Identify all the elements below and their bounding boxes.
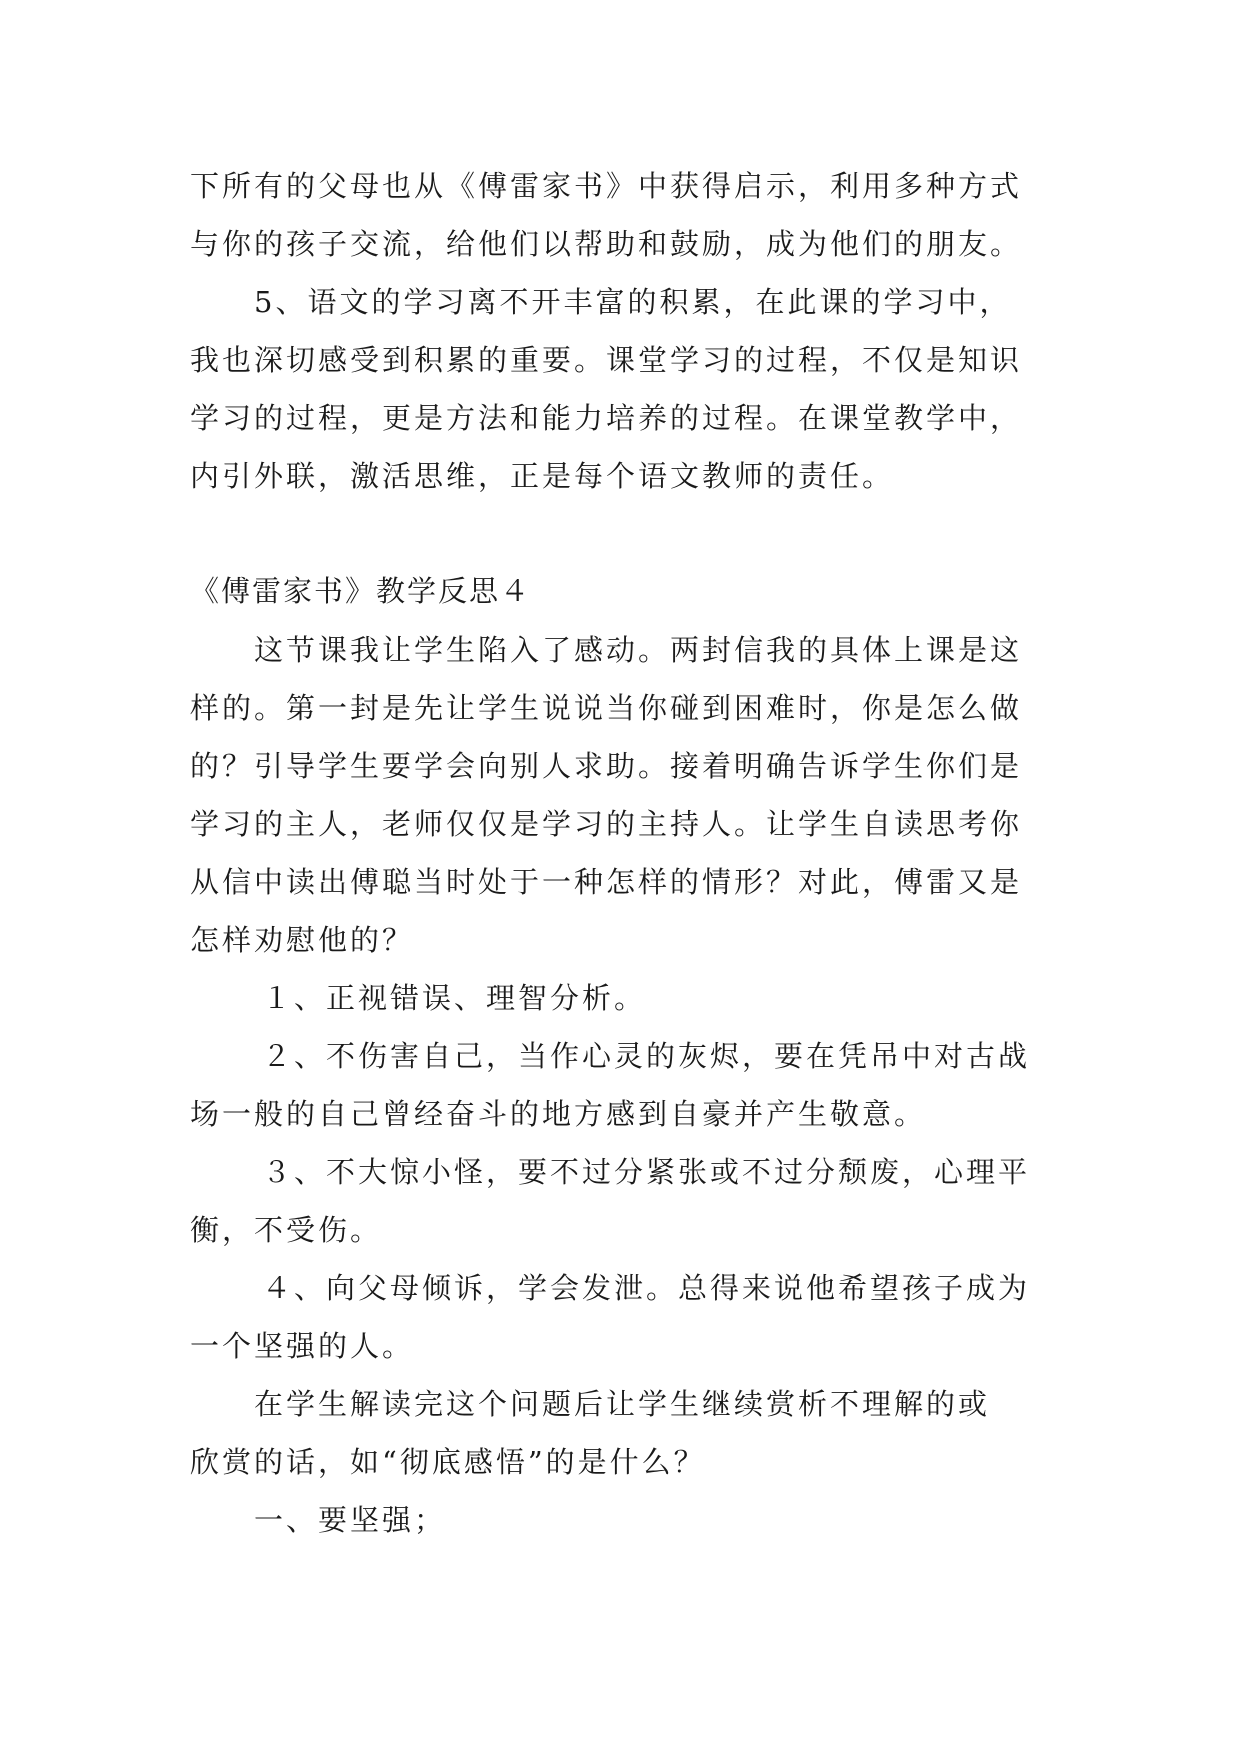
list-item-2-continued: 场一般的自己曾经奋斗的地方感到自豪并产生敬意。	[190, 1097, 927, 1131]
body-text-line: 我也深切感受到积累的重要。课堂学习的过程，不仅是知识	[190, 343, 1023, 377]
list-item-2: ２、不伤害自己，当作心灵的灰烬，要在凭吊中对古战	[262, 1039, 1031, 1073]
list-item-3-continued: 衡，不受伤。	[190, 1213, 383, 1247]
section-heading: 《傅雷家书》教学反思４	[190, 574, 532, 608]
body-text-line: 内引外联，激活思维，正是每个语文教师的责任。	[190, 459, 895, 493]
body-text-line: 学习的主人，老师仅仅是学习的主持人。让学生自读思考你	[190, 807, 1023, 841]
list-item-4-continued: 一个坚强的人。	[190, 1329, 415, 1363]
body-text-line: 从信中读出傅聪当时处于一种怎样的情形？对此，傅雷又是	[190, 865, 1023, 899]
body-text-line: 学习的过程，更是方法和能力培养的过程。在课堂教学中，	[190, 401, 1023, 435]
list-item-4: ４、向父母倾诉，学会发泄。总得来说他希望孩子成为	[262, 1271, 1031, 1305]
body-text-line: 样的。第一封是先让学生说说当你碰到困难时，你是怎么做	[190, 691, 1023, 725]
body-text-line: 怎样劝慰他的？	[190, 923, 415, 957]
body-text-line: 欣赏的话，如“彻底感悟”的是什么？	[190, 1445, 706, 1479]
body-text-line: 与你的孩子交流，给他们以帮助和鼓励，成为他们的朋友。	[190, 227, 1023, 261]
body-text-line: 的？引导学生要学会向别人求助。接着明确告诉学生你们是	[190, 749, 1023, 783]
paragraph-start: 这节课我让学生陷入了感动。两封信我的具体上课是这	[254, 633, 1023, 667]
body-text-line: 下所有的父母也从《傅雷家书》中获得启示，利用多种方式	[190, 169, 1023, 203]
list-item-3: ３、不大惊小怪，要不过分紧张或不过分颓废，心理平	[262, 1155, 1031, 1189]
list-item-first: 一、要坚强；	[254, 1503, 447, 1537]
list-item-1: １、正视错误、理智分析。	[262, 981, 647, 1015]
paragraph-5-start: 5、语文的学习离不开丰富的积累，在此课的学习中，	[254, 285, 1012, 319]
paragraph-start: 在学生解读完这个问题后让学生继续赏析不理解的或	[254, 1387, 991, 1421]
